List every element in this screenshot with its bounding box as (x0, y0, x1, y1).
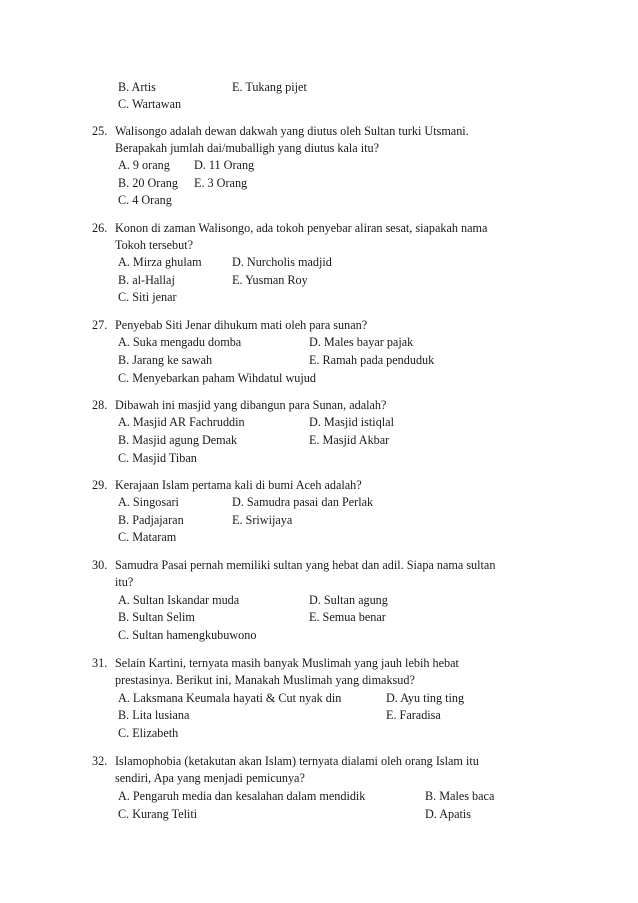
option-e: E. 3 Orang (194, 176, 248, 190)
question-text: prestasinya. Berikut ini, Manakah Muslimah yang dimaksud? (115, 673, 415, 687)
option-a: A. Singosari (118, 495, 179, 509)
option-a: A. Masjid AR Fachruddin (118, 415, 245, 429)
question-text: Walisongo adalah dewan dakwah yang diutus oleh Sultan turki Utsmani. (115, 124, 469, 138)
option-c: C. Kurang Teliti (118, 807, 198, 821)
option-c: C. Menyebarkan paham Wihdatul wujud (118, 371, 316, 385)
option-c: C. 4 Orang (118, 193, 172, 207)
option-d: D. Ayu ting ting (386, 691, 465, 705)
question-text: sendiri, Apa yang menjadi pemicunya? (115, 771, 305, 785)
option-d: D. Males bayar pajak (309, 335, 414, 349)
option-e: E. Ramah pada penduduk (309, 353, 435, 367)
option-c: C. Mataram (118, 530, 177, 544)
option-e: E. Masjid Akbar (309, 433, 390, 447)
option-d: D. Apatis (425, 807, 472, 821)
option-e: E. Faradisa (386, 708, 441, 722)
option-a: A. 9 orang (118, 158, 170, 172)
option-e: E. Tukang pijet (232, 80, 307, 94)
question-number: 25. (92, 124, 108, 138)
question-text: Kerajaan Islam pertama kali di bumi Aceh adalah? (115, 478, 362, 492)
question-number: 26. (92, 221, 108, 235)
question-text: Konon di zaman Walisongo, ada tokoh penyebar aliran sesat, siapakah nama (115, 221, 488, 235)
question-text: Tokoh tersebut? (115, 238, 194, 252)
option-e: E. Sriwijaya (232, 513, 293, 527)
option-a: A. Laksmana Keumala hayati & Cut nyak din (118, 691, 342, 705)
option-a: A. Suka mengadu domba (118, 335, 242, 349)
option-b: B. Males baca (425, 789, 495, 803)
question-text: Berapakah jumlah dai/muballigh yang diutus kala itu? (115, 141, 379, 155)
option-b: B. Artis (118, 80, 156, 94)
question-number: 27. (92, 318, 108, 332)
question-number: 28. (92, 398, 108, 412)
option-b: B. Masjid agung Demak (118, 433, 238, 447)
question-text: itu? (115, 575, 134, 589)
question-number: 30. (92, 558, 108, 572)
option-a: A. Sultan Iskandar muda (118, 593, 240, 607)
question-text: Dibawah ini masjid yang dibangun para Sunan, adalah? (115, 398, 387, 412)
question-number: 32. (92, 754, 108, 768)
option-a: A. Mirza ghulam (118, 255, 202, 269)
option-b: B. al-Hallaj (118, 273, 175, 287)
option-b: B. Padjajaran (118, 513, 184, 527)
question-text: Penyebab Siti Jenar dihukum mati oleh para sunan? (115, 318, 368, 332)
option-b: B. Sultan Selim (118, 610, 195, 624)
option-c: C. Sultan hamengkubuwono (118, 628, 257, 642)
question-text: Samudra Pasai pernah memiliki sultan yang hebat dan adil. Siapa nama sultan (115, 558, 496, 572)
question-number: 31. (92, 656, 108, 670)
option-d: D. Masjid istiqlal (309, 415, 394, 429)
option-c: C. Siti jenar (118, 290, 177, 304)
option-d: D. Sultan agung (309, 593, 388, 607)
question-text: Islamophobia (ketakutan akan Islam) ternyata dialami oleh orang Islam itu (115, 754, 479, 768)
option-d: D. 11 Orang (194, 158, 255, 172)
option-b: B. 20 Orang (118, 176, 178, 190)
option-d: D. Nurcholis madjid (232, 255, 332, 269)
option-a: A. Pengaruh media dan kesalahan dalam mendidik (118, 789, 366, 803)
option-c: C. Wartawan (118, 97, 182, 111)
option-e: E. Semua benar (309, 610, 386, 624)
option-c: C. Masjid Tiban (118, 451, 197, 465)
option-e: E. Yusman Roy (232, 273, 308, 287)
option-d: D. Samudra pasai dan Perlak (232, 495, 374, 509)
option-c: C. Elizabeth (118, 726, 179, 740)
option-b: B. Jarang ke sawah (118, 353, 213, 367)
option-b: B. Lita lusiana (118, 708, 190, 722)
question-number: 29. (92, 478, 108, 492)
question-text: Selain Kartini, ternyata masih banyak Muslimah yang jauh lebih hebat (115, 656, 459, 670)
